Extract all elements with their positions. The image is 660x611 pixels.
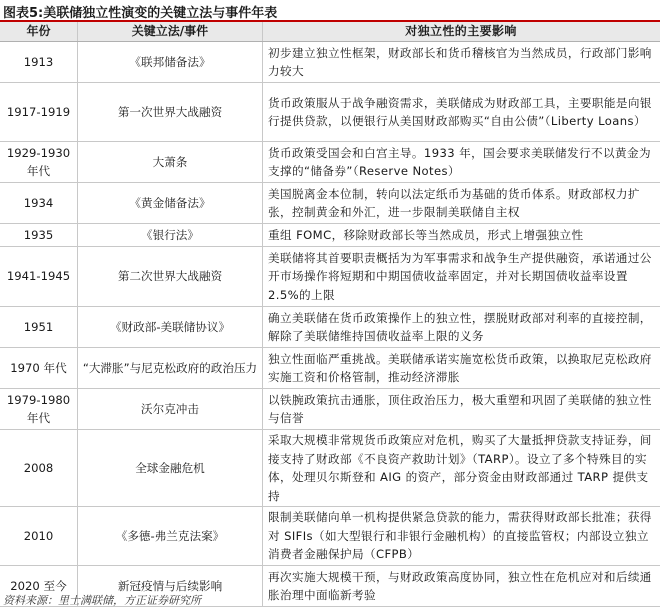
row-impact: 限制美联储向单一机构提供紧急贷款的能力，需获得财政部长批准；获得对 SIFIs（如大型银行和非银行金融机构）的直接监管权；内部设立独立消费者金融保护局（CFPB） [268,510,652,562]
row-year: 1970 年代 [0,348,78,388]
row-event: “大滞胀”与尼克松政府的政治压力 [78,348,263,388]
table-row [0,348,660,389]
header-event: 关键立法/事件 [78,22,263,41]
row-year: 1913 [0,42,78,82]
table-row [0,83,660,142]
chronology-table [0,20,660,607]
row-event: 《多德-弗兰克法案》 [78,507,263,565]
row-year: 1917-1919 [0,83,78,141]
row-impact: 美国脱离金本位制，转向以法定纸币为基础的货币体系。财政部权力扩张，控制黄金和外汇，进一步限制美联储自主权 [268,186,640,219]
source-note: 资料来源：里士满联储，方正证券研究所 [3,594,201,607]
row-year: 2010 [0,507,78,565]
table-title: 图表5:美联储独立性演变的关键立法与事件年表 [3,6,278,21]
header-year: 年份 [0,22,78,41]
row-impact: 货币政策受国会和白宫主导。1933 年，国会要求美联储发行不以黄金为支撑的“储备券”（Reserve Notes） [268,145,652,178]
row-year: 2008 [0,430,78,506]
table-header-row [0,22,660,42]
row-year: 1929-1930年代 [0,142,78,182]
row-impact: 采取大规模非常规货币政策应对危机，购买了大量抵押贷款支持证券，间接支持了财政部《不良资产救助计划》（TARP）。设立了多个特殊目的实体，处理贝尔斯登和 AIG 的资产，部分资金由财政部通过 TARP 提供支持 [268,433,652,503]
table-row [0,224,660,247]
table-row [0,430,660,507]
table-row [0,142,660,183]
row-year: 1934 [0,183,78,223]
row-event: 《黄金储备法》 [78,183,263,223]
row-impact: 独立性面临严重挑战。美联储承诺实施宽松货币政策，以换取尼克松政府实施工资和价格管制，推动经济滞胀 [268,351,652,384]
row-event: 全球金融危机 [78,430,263,506]
table-row [0,307,660,348]
row-year: 1935 [0,224,78,246]
row-impact: 重组 FOMC，移除财政部长等当然成员，形式上增强独立性 [268,227,584,242]
row-impact: 美联储将其首要职责概括为为军事需求和战争生产提供融资，承诺通过公开市场操作将短期和中期国债收益率固定，并对长期国债收益率设置 2.5%的上限 [268,250,652,302]
row-event: 《联邦储备法》 [78,42,263,82]
row-year: 1941-1945 [0,247,78,306]
row-event: 大萧条 [78,142,263,182]
row-year: 2020 至今 [0,566,78,606]
table-row [0,507,660,566]
row-impact: 货币政策服从于战争融资需求，美联储成为财政部工具，主要职能是向银行提供贷款，以便银行从美国财政部购买“自由公债”（Liberty Loans） [268,95,652,128]
row-event: 第一次世界大战融资 [78,83,263,141]
table-row [0,183,660,224]
table-row [0,247,660,307]
row-year: 1951 [0,307,78,347]
row-event: 《银行法》 [78,224,263,246]
row-impact: 再次实施大规模干预，与财政政策高度协同，独立性在危机应对和后续通胀治理中面临新考验 [268,569,652,602]
row-impact: 以铁腕政策抗击通胀，顶住政治压力，极大重塑和巩固了美联储的独立性与信誉 [268,392,652,425]
row-event: 新冠疫情与后续影响 [78,566,263,606]
row-impact: 初步建立独立性框架，财政部长和货币稽核官为当然成员，行政部门影响力较大 [268,45,652,78]
table-row [0,389,660,430]
row-event: 第二次世界大战融资 [78,247,263,306]
row-year: 1979-1980年代 [0,389,78,429]
table-row [0,42,660,83]
header-impact: 对独立性的主要影响 [405,24,517,39]
row-event: 沃尔克冲击 [78,389,263,429]
row-event: 《财政部-美联储协议》 [78,307,263,347]
row-impact: 确立美联储在货币政策操作上的独立性，摆脱财政部对利率的直接控制，解除了美联储维持国债收益率上限的义务 [268,310,652,343]
